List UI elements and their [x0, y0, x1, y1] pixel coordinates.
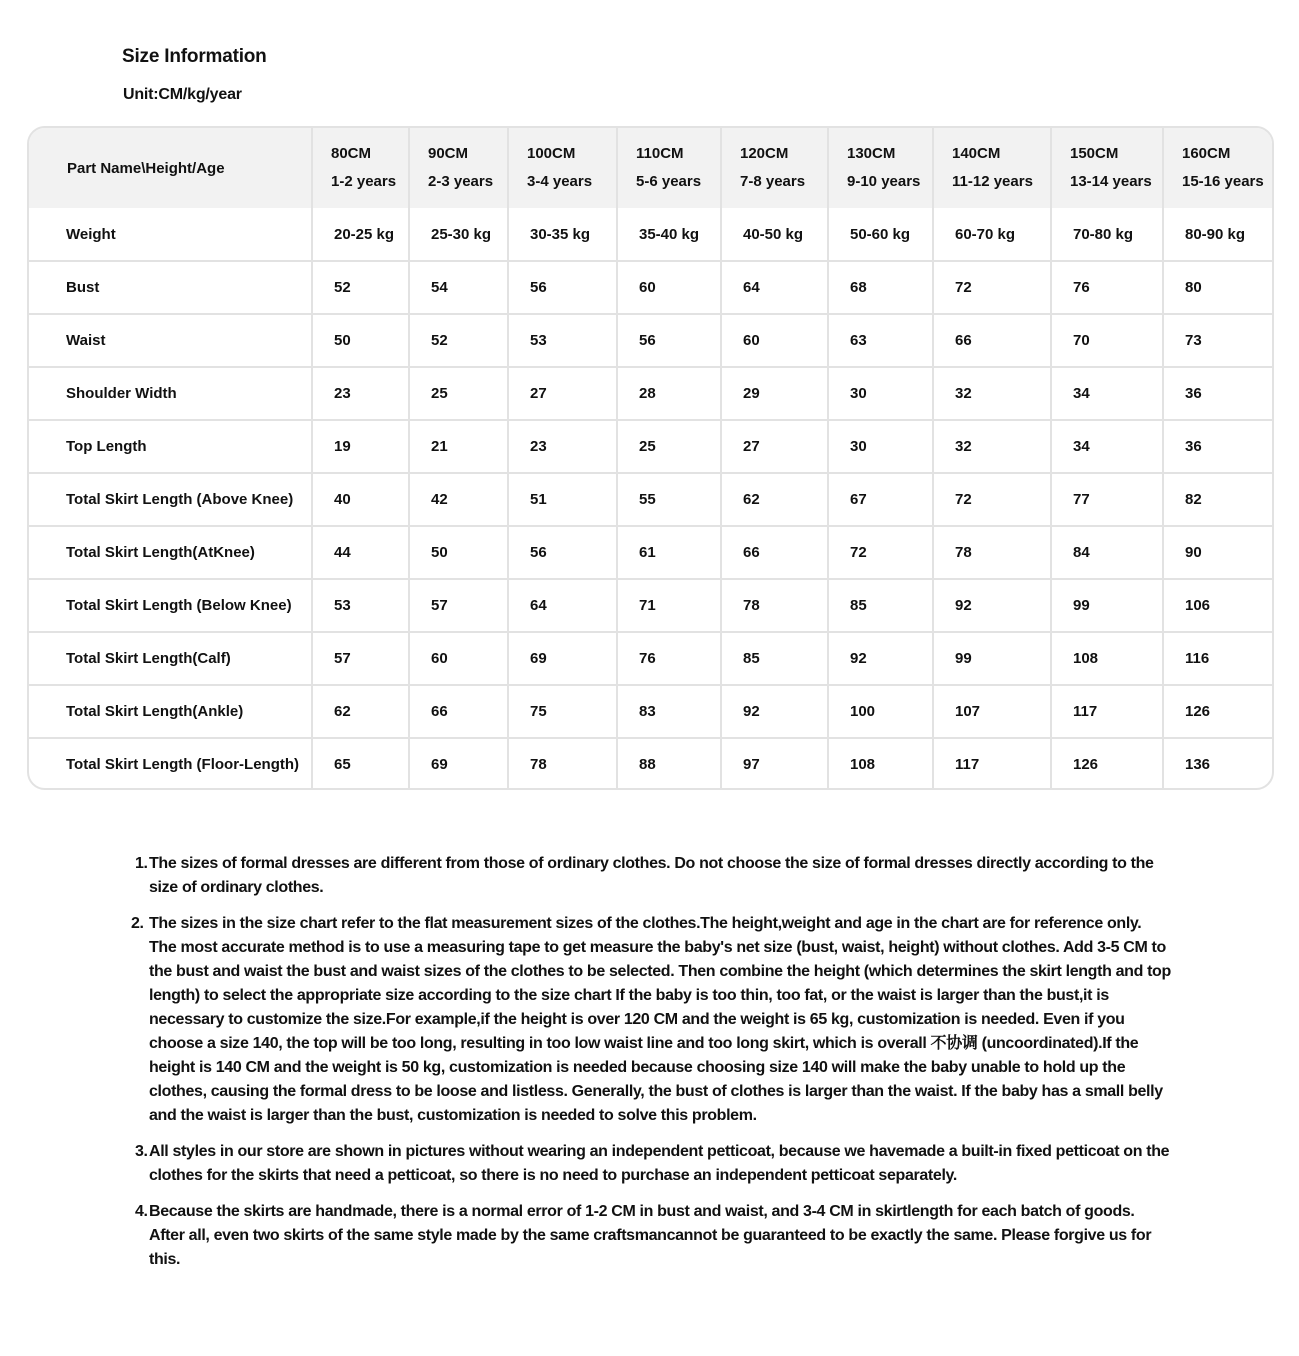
part-name-cell: Total Skirt Length(Calf): [29, 632, 312, 685]
header-row: [29, 128, 1272, 208]
value-cell: 60: [721, 314, 828, 367]
value-cell: 64: [721, 261, 828, 314]
value-cell: 77: [1051, 473, 1163, 526]
value-cell: 44: [312, 526, 409, 579]
value-cell: 52: [312, 261, 409, 314]
value-cell: 19: [312, 420, 409, 473]
notes-section: [131, 852, 1171, 1284]
value-cell: 126: [1051, 738, 1163, 790]
value-cell: 100: [828, 685, 933, 738]
value-cell: 54: [409, 261, 508, 314]
value-cell: 126: [1163, 685, 1272, 738]
value-cell: 55: [617, 473, 721, 526]
value-cell: 32: [933, 367, 1051, 420]
note-number: 2.: [131, 915, 144, 932]
value-cell: 52: [409, 314, 508, 367]
height-label: 130CM: [847, 145, 896, 162]
note-item: [131, 912, 1171, 1128]
part-name-cell: Top Length: [29, 420, 312, 473]
value-cell: 30-35 kg: [508, 208, 617, 261]
height-label: 140CM: [952, 145, 1001, 162]
note-text: The sizes in the size chart refer to the flat measurement sizes of the clothes.The height,weight and age in the chart are for reference only. The most accurate method is to use a measuring tape to get measure the baby's net size (bust, waist, height) without clothes. Add 3-5 CM to the bust and waist the bust and waist sizes of the clothes to be selected. Then combine the height (which determines the skirt length and top length) to select the appropriate size according to the size chart If the baby is too thin, too fat, or the waist is larger than the bust,it is necessary to customize the size.For example,if the height is over 120 CM and the weight is 65 kg, customization is needed. Even if you choose a size 140, the top will be too long, resulting in too low waist line and too long skirt, which is overall 不协调 (uncoordinated).If the height is 140 CM and the weight is 50 kg, customization is needed because choosing size 140 will make the baby unable to hold up the clothes, causing the formal dress to be loose and listless. Generally, the bust of clothes is larger than the waist. If the baby has a small belly and the waist is larger than the bust, customization is needed to solve this problem.: [149, 915, 1171, 1124]
table-row: [29, 208, 1272, 261]
part-name-cell: Shoulder Width: [29, 367, 312, 420]
table-row: [29, 526, 1272, 579]
value-cell: 57: [409, 579, 508, 632]
value-cell: 56: [508, 261, 617, 314]
height-label: 160CM: [1182, 145, 1231, 162]
note-number: 1.: [135, 855, 148, 872]
size-column-header: [1163, 128, 1272, 208]
part-name-cell: Total Skirt Length (Above Knee): [29, 473, 312, 526]
value-cell: 21: [409, 420, 508, 473]
page-title: Size Information: [122, 46, 267, 67]
value-cell: 23: [312, 367, 409, 420]
value-cell: 78: [508, 738, 617, 790]
height-label: 110CM: [636, 145, 684, 162]
size-column-header: [409, 128, 508, 208]
size-column-header: [721, 128, 828, 208]
corner-header: Part Name\Height/Age: [29, 128, 312, 208]
part-name-cell: Waist: [29, 314, 312, 367]
value-cell: 62: [312, 685, 409, 738]
value-cell: 66: [409, 685, 508, 738]
table-row: [29, 367, 1272, 420]
value-cell: 60-70 kg: [933, 208, 1051, 261]
value-cell: 36: [1163, 367, 1272, 420]
value-cell: 56: [508, 526, 617, 579]
value-cell: 85: [828, 579, 933, 632]
value-cell: 53: [312, 579, 409, 632]
value-cell: 32: [933, 420, 1051, 473]
size-column-header: [1051, 128, 1163, 208]
size-column-header: [933, 128, 1051, 208]
value-cell: 76: [1051, 261, 1163, 314]
value-cell: 78: [721, 579, 828, 632]
value-cell: 88: [617, 738, 721, 790]
age-label: 3-4 years: [527, 173, 593, 190]
value-cell: 70-80 kg: [1051, 208, 1163, 261]
height-label: 100CM: [527, 145, 576, 162]
value-cell: 92: [721, 685, 828, 738]
table-row: [29, 685, 1272, 738]
size-column-header: [617, 128, 721, 208]
value-cell: 65: [312, 738, 409, 790]
value-cell: 72: [933, 473, 1051, 526]
value-cell: 73: [1163, 314, 1272, 367]
value-cell: 27: [721, 420, 828, 473]
age-label: 9-10 years: [847, 173, 921, 190]
table-row: [29, 314, 1272, 367]
size-chart-table: [27, 126, 1274, 790]
value-cell: 107: [933, 685, 1051, 738]
part-name-cell: Bust: [29, 261, 312, 314]
part-name-cell: Weight: [29, 208, 312, 261]
value-cell: 69: [508, 632, 617, 685]
note-item: [131, 1200, 1171, 1272]
value-cell: 70: [1051, 314, 1163, 367]
table-row: [29, 738, 1272, 790]
part-name-cell: Total Skirt Length(AtKnee): [29, 526, 312, 579]
value-cell: 72: [828, 526, 933, 579]
age-label: 11-12 years: [952, 173, 1033, 190]
value-cell: 20-25 kg: [312, 208, 409, 261]
value-cell: 92: [933, 579, 1051, 632]
table-row: [29, 632, 1272, 685]
value-cell: 136: [1185, 756, 1211, 773]
age-label: 2-3 years: [428, 173, 494, 190]
value-cell: 83: [617, 685, 721, 738]
value-cell: 57: [312, 632, 409, 685]
value-cell: 60: [617, 261, 721, 314]
value-cell: 53: [508, 314, 617, 367]
value-cell: 76: [617, 632, 721, 685]
value-cell: 25: [409, 367, 508, 420]
value-cell: 60: [409, 632, 508, 685]
table-row: [29, 579, 1272, 632]
value-cell: 68: [828, 261, 933, 314]
age-label: 15-16 years: [1182, 173, 1264, 190]
note-text: Because the skirts are handmade, there is a normal error of 1-2 CM in bust and waist, and 3-4 CM in skirtlength for each batch of goods. After all, even two skirts of the same style made by the same craftsmancannot be guaranteed to be exactly the same. Please forgive us for this.: [149, 1203, 1152, 1268]
value-cell: 36: [1163, 420, 1272, 473]
value-cell: 62: [721, 473, 828, 526]
table-body: [29, 208, 1272, 790]
value-cell: 71: [617, 579, 721, 632]
value-cell: 40: [312, 473, 409, 526]
table-row: [29, 261, 1272, 314]
note-item: [131, 852, 1171, 900]
note-number: 4.: [135, 1203, 148, 1220]
value-cell: 50: [409, 526, 508, 579]
size-column-header: [508, 128, 617, 208]
value-cell: 108: [828, 738, 933, 790]
value-cell: 50-60 kg: [828, 208, 933, 261]
height-label: 90CM: [428, 145, 469, 162]
age-label: 5-6 years: [636, 173, 702, 190]
value-cell: 117: [1051, 685, 1163, 738]
part-name-cell: Total Skirt Length(Ankle): [29, 685, 312, 738]
value-cell: 23: [508, 420, 617, 473]
height-label: 120CM: [740, 145, 789, 162]
value-cell: 51: [508, 473, 617, 526]
value-cell: 35-40 kg: [617, 208, 721, 261]
part-name-cell: Total Skirt Length (Below Knee): [29, 579, 312, 632]
value-cell: 90: [1163, 526, 1272, 579]
value-cell: 30: [828, 420, 933, 473]
table-row: [29, 420, 1272, 473]
value-cell: 42: [409, 473, 508, 526]
value-cell: 75: [508, 685, 617, 738]
value-cell: 30: [828, 367, 933, 420]
note-text: The sizes of formal dresses are different from those of ordinary clothes. Do not choose the size of formal dresses directly according to the size of ordinary clothes.: [149, 855, 1154, 896]
value-cell: 97: [721, 738, 828, 790]
value-cell: 64: [508, 579, 617, 632]
value-cell: 72: [933, 261, 1051, 314]
note-text: All styles in our store are shown in pictures without wearing an independent petticoat, because we havemade a built-in fixed petticoat on the clothes for the skirts that need a petticoat, so there is no need to purchase an independent petticoat separately.: [149, 1143, 1170, 1184]
value-cell: 82: [1163, 473, 1272, 526]
value-cell: 106: [1163, 579, 1272, 632]
note-item: [131, 1140, 1171, 1188]
age-label: 13-14 years: [1070, 173, 1152, 190]
value-cell: 116: [1163, 632, 1272, 685]
value-cell: 67: [828, 473, 933, 526]
value-cell: 56: [617, 314, 721, 367]
value-cell: 84: [1051, 526, 1163, 579]
note-number: 3.: [135, 1143, 148, 1160]
value-cell: 108: [1051, 632, 1163, 685]
age-label: 1-2 years: [331, 173, 397, 190]
table-row: [29, 473, 1272, 526]
value-cell: 34: [1051, 367, 1163, 420]
value-cell: 25: [617, 420, 721, 473]
value-cell: 27: [508, 367, 617, 420]
value-cell: 40-50 kg: [721, 208, 828, 261]
value-cell: 85: [721, 632, 828, 685]
value-cell: 28: [617, 367, 721, 420]
value-cell: 66: [721, 526, 828, 579]
size-column-header: [312, 128, 409, 208]
size-column-header: [828, 128, 933, 208]
value-cell: 34: [1051, 420, 1163, 473]
value-cell: 69: [409, 738, 508, 790]
value-cell: 80-90 kg: [1163, 208, 1272, 261]
value-cell: 50: [312, 314, 409, 367]
value-cell: 92: [828, 632, 933, 685]
value-cell: 117: [933, 738, 1051, 790]
age-label: 7-8 years: [740, 173, 806, 190]
value-cell: 29: [721, 367, 828, 420]
value-cell: 66: [933, 314, 1051, 367]
height-label: 150CM: [1070, 145, 1119, 162]
value-cell: 99: [1051, 579, 1163, 632]
value-cell: 63: [828, 314, 933, 367]
part-name-cell: Total Skirt Length (Floor-Length): [29, 738, 312, 790]
value-cell: 78: [933, 526, 1051, 579]
value-cell: 25-30 kg: [409, 208, 508, 261]
value-cell: 61: [617, 526, 721, 579]
value-cell: 80: [1163, 261, 1272, 314]
value-cell: 99: [933, 632, 1051, 685]
unit-label: Unit:CM/kg/year: [123, 86, 242, 103]
height-label: 80CM: [331, 145, 372, 162]
